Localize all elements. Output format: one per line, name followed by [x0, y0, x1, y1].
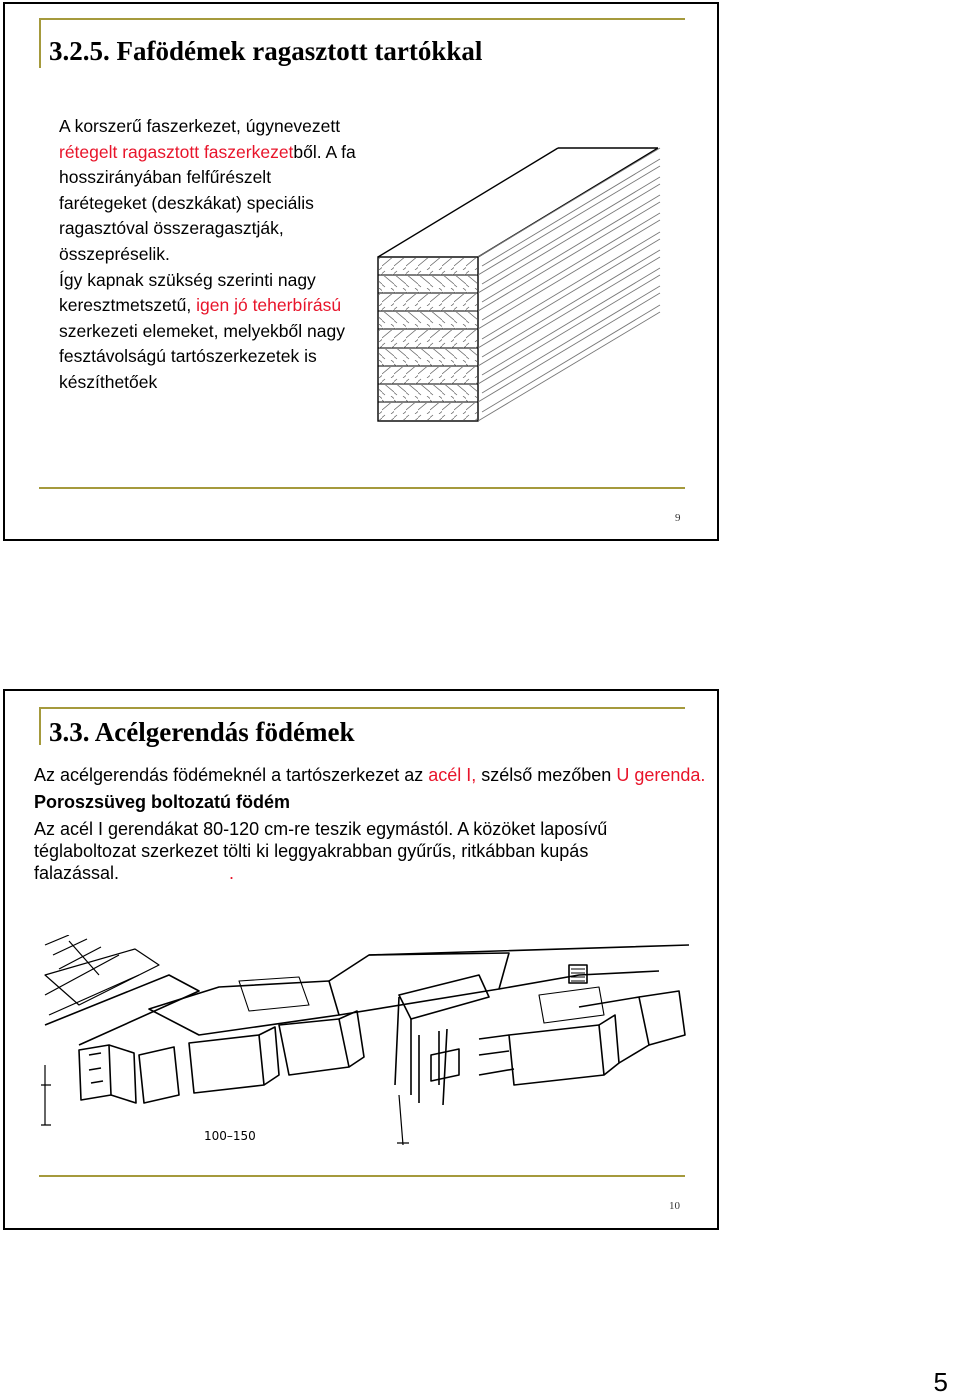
slide-title: 3.3. Acélgerendás födémek: [49, 717, 355, 747]
text-run: ből. A fa hosszirányában felfűrészelt farétegeket (deszkákat) speciális ragasztóval összeragasztják, összepréselik.: [59, 141, 356, 264]
highlight-text: U gerenda.: [616, 765, 706, 785]
beam-side-grain: [478, 148, 660, 421]
text-run: A korszerű faszerkezet, úgynevezett: [59, 116, 341, 136]
slide-1-body: [59, 114, 359, 396]
slide-title: 3.2.5. Fafödémek ragasztott tartókkal: [49, 36, 483, 66]
text-run: szerkezeti elemeket, melyekből nagy fesztávolságú tartószerkezetek is készíthetőek: [59, 320, 345, 392]
text-run: szélső mezőben: [476, 765, 617, 785]
slide-number: 10: [669, 1200, 680, 1212]
highlight-dot: .: [229, 863, 235, 883]
text-run: Így kapnak szükség szerinti nagy keresztmetszetű,: [59, 269, 316, 316]
paragraph-glulam-benefits: [59, 268, 359, 396]
title-rule-left: [39, 707, 41, 745]
title-rule-left: [39, 18, 41, 68]
highlight-text: igen jó teherbírású: [196, 295, 342, 316]
paragraph-glulam-intro: [59, 114, 359, 268]
text-run: Az acél I gerendákat 80-120 cm-re teszik egymástól. A közöket laposívű téglaboltozat szerkezet tölti ki leggyakrabban gyűrűs, ritkábban kupás falazással.: [34, 819, 608, 883]
title-rule-top: [39, 707, 685, 709]
glulam-beam-figure: [370, 144, 670, 426]
paragraph-steel-beam-intro: [34, 764, 714, 786]
slide-number: 9: [675, 512, 681, 524]
footer-rule: [39, 487, 685, 489]
slide-1: [3, 2, 719, 541]
prussian-vault-floor-figure: [39, 935, 689, 1175]
footer-rule: [39, 1175, 685, 1177]
page-number: 5: [933, 1367, 948, 1397]
subheading: Poroszsüveg boltozatú födém: [34, 792, 291, 812]
text-run: Az acélgerendás födémeknél a tartószerkezet az: [34, 765, 429, 785]
title-rule-top: [39, 18, 685, 20]
dimension-label: 100–150: [204, 1129, 256, 1143]
highlight-text: rétegelt ragasztott faszerkezet: [59, 141, 294, 162]
slide-2-body: [34, 764, 714, 884]
highlight-text: acél I,: [428, 765, 477, 785]
paragraph-vault-description: [34, 818, 714, 884]
